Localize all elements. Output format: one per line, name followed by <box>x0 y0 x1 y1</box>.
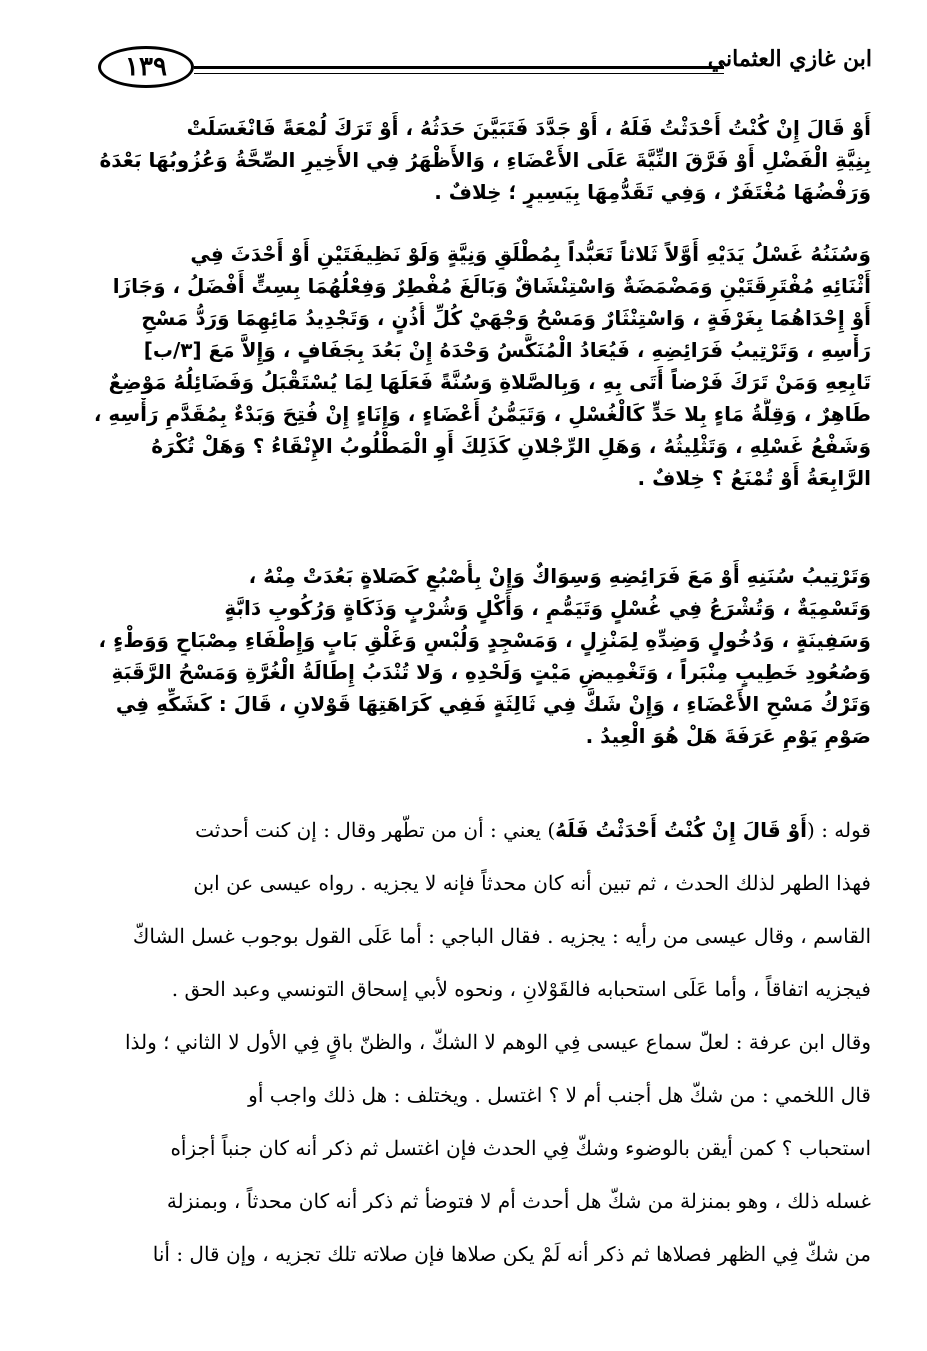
commentary-first-line <box>86 804 871 857</box>
matn-block-1 <box>86 112 871 208</box>
matn-line: صَوْمِ يَوْمِ عَرَفَةَ هَلْ هُوَ الْعِيدُ . <box>585 724 871 748</box>
matn-line: وَتَرْتِيبُ سُنَنِهِ أَوْ مَعَ فَرَائِضِهِ وَسِوَاكٌ وَإِنْ بِأُصْبُعٍ كَصَلاةٍ بَعُدَتْ مِنْهُ ، <box>248 564 871 588</box>
matn-line: بِنِيَّةِ الْفَضْلِ أَوْ فَرَّقَ النِّيَّةَ عَلَى الأَعْضَاءِ ، وَالأَظْهَرُ فِي الأَخِيرِ الصِّحَّةُ وَعُزُوبُهَا بَعْدَهُ <box>99 148 871 172</box>
commentary-line: وقال ابن عرفة : لعلّ سماع عيسى فِي الوهم لا الشكّ ، والظنّ باقٍ فِي الأول لا الثاني ؛ ولذا <box>124 1030 871 1054</box>
matn-block-3 <box>86 560 871 752</box>
matn-line: وَرَفْضُهَا مُغْتَفَرٌ ، وَفِي تَقَدُّمِهَا بِيَسِيرٍ ؛ خِلافٌ . <box>434 180 871 204</box>
commentary-line: قال اللخمي : من شكّ هل أجنب أم لا ؟ اغتسل . ويختلف : هل ذلك واجب أو <box>248 1083 871 1107</box>
header-rule-thick <box>194 66 724 69</box>
quoted-matn: أَوْ قَالَ إِنْ كُنْتُ أَحْدَثْتُ فَلَهُ <box>555 818 808 842</box>
matn-line: تَابِعِهِ وَمَنْ تَرَكَ فَرْضاً أَتَى بِهِ ، وَبِالصَّلاةِ وَسُنَّةً فَعَلَهَا لِمَا يُسْتَقْبَلُ وَفَضَائِلُهُ مَوْضِعٌ <box>108 370 871 394</box>
header-rule-thin <box>194 73 724 74</box>
matn-line: وَسَفِينَةٍ ، وَدُخُولٍ وَضِدِّهِ لِمَنْزِلٍ ، وَمَسْجِدٍ وَلُبْسٍ وَغَلْقِ بَابٍ وَإِطْفَاءِ مِصْبَاحٍ وَوَطْءٍ ، <box>98 628 871 652</box>
commentary-line: فيجزيه اتفاقاً ، وأما عَلَى استحبابه فالقَوْلانِ ، ونحوه لأبي إسحاق التونسي وعبد الحق . <box>171 977 871 1001</box>
matn-line: أَثْنَائِهِ مُفْتَرِقَتَيْنِ وَمَضْمَضَةٌ وَاسْتِنْشَاقٌ وَبَالَغَ مُفْطِرٌ وَفِعْلُهُمَا بِسِتٍّ أَفْضَلُ ، وَجَازَا <box>112 274 871 298</box>
commentary-line: فهذا الطهر لذلك الحدث ، ثم تبين أنه كان محدثاً فإنه لا يجزيه . رواه عيسى عن ابن <box>193 871 871 895</box>
matn-line: رَأْسِهِ ، وَتَرْتِيبُ فَرَائِضِهِ ، فَيُعَادُ الْمُنَكَّسُ وَحْدَهُ إِنْ بَعُدَ بِجَفَافٍ ، وَإِلاَّ مَعَ [٣/ب] <box>143 338 871 362</box>
commentary <box>86 804 871 1281</box>
header-title: ابن غازي العثماني <box>707 46 872 72</box>
matn-line: أَوْ إِحْدَاهُمَا بِغَرْفَةٍ ، وَاسْتِنْثَارٌ وَمَسْحُ وَجْهَيْ كُلِّ أُذُنٍ ، وَتَجْدِيدُ مَائِهِمَا وَرَدُّ مَسْحِ <box>141 306 871 330</box>
page-number: ١٣٩ <box>98 46 194 88</box>
matn-line: الرَّابِعَةُ أَوْ تُمْنَعُ ؟ خِلافٌ . <box>637 466 871 490</box>
commentary-line: من شكّ فِي الظهر فصلاها ثم ذكر أنه لَمْ يكن صلاها فإن صلاته تلك تجزيه ، وإن قال : أنا <box>152 1242 871 1266</box>
matn-line: وَصُعُودِ خَطِيبٍ مِنْبَراً ، وَتَغْمِيضِ مَيْتٍ وَلَحْدِهِ ، وَلا تُنْدَبُ إِطَالَةُ الْغُرَّةِ وَمَسْحُ الرَّقَبَةِ <box>111 660 871 684</box>
matn-line: وَتَرْكُ مَسْحِ الأَعْضَاءِ ، وَإِنْ شَكَّ فِي ثَالِثَةٍ فَفِي كَرَاهَتِهَا قَوْلانِ ، قَالَ : كَشَكِّهِ فِي <box>115 692 871 716</box>
matn-line: وَتَسْمِيَةٌ ، وَتُشْرَعُ فِي غُسْلٍ وَتَيَمُّمٍ ، وَأَكْلٍ وَشُرْبٍ وَذَكَاةٍ وَرُكُوبِ دَابَّةٍ <box>224 596 871 620</box>
commentary-prefix: قوله : ( <box>807 818 871 842</box>
commentary-line: استحباب ؟ كمن أيقن بالوضوء وشكّ فِي الحدث فإن اغتسل ثم ذكر أنه كان جنباً أجزأه <box>170 1136 871 1160</box>
matn-line: وَشَفْعُ غَسْلِهِ ، وَتَثْلِيثُهُ ، وَهَلِ الرِّجْلانِ كَذَلِكَ أَوِ الْمَطْلُوبُ الإِنْقَاءُ ؟ وَهَلْ تُكْرَهُ <box>151 434 871 458</box>
running-header <box>98 40 872 102</box>
commentary-rest: ) يعني : أن من تطّهر وقال : إن كنت أحدثت <box>195 818 556 842</box>
commentary-line: غسله ذلك ، وهو بمنزلة من شكّ هل أحدث أم لا فتوضأ ثم ذكر أنه كان محدثاً ، وبمنزلة <box>166 1189 871 1213</box>
matn-line: وَسُنَنُهُ غَسْلُ يَدَيْهِ أَوَّلاً ثَلاثاً تَعَبُّداً بِمُطْلَقٍ وَنِيَّةٍ وَلَوْ نَظِيفَتَيْنِ أَوْ أَحْدَثَ فِي <box>190 242 871 266</box>
matn-line: أَوْ قَالَ إِنْ كُنْتُ أَحْدَثْتُ فَلَهُ ، أَوْ جَدَّدَ فَتَبَيَّنَ حَدَثُهُ ، أَوْ تَرَكَ لُمْعَةً فَانْغَسَلَتْ <box>186 116 871 140</box>
commentary-line: القاسم ، وقال عيسى من رأيه : يجزيه . فقال الباجي : أما عَلَى القول بوجوب غسل الشاكّ <box>132 924 871 948</box>
matn-line: طَاهِرٌ ، وَقِلَّةُ مَاءٍ بِلا حَدٍّ كَالْغُسْلِ ، وَتَيَمُّنُ أَعْضَاءٍ ، وَإِنَاءٍ إِنْ فُتِحَ وَبَدْءٌ بِمُقَدَّمِ رَأْسِهِ ، <box>93 402 871 426</box>
matn-block-2 <box>86 238 871 494</box>
